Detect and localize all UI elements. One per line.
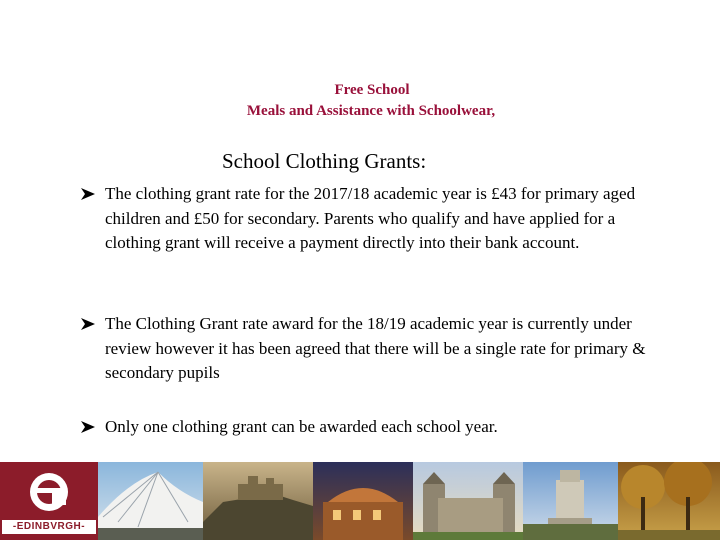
logo-text: -EDINBVRGH- <box>2 520 96 534</box>
edinburgh-logo <box>0 462 98 540</box>
arrow-bullet-icon <box>80 415 96 439</box>
title-line-1: Free School <box>334 82 410 98</box>
bullet-text: The clothing grant rate for the 2017/18 academic year is £43 for primary aged children and £50 for secondary. Parents who qualify and have applied for a clothing grant will receive a payment directly into their bank account. <box>105 184 636 252</box>
arrow-bullet-icon <box>80 312 96 336</box>
title-line-2: Meals and Assistance with Schoolwear, <box>246 103 496 119</box>
edinburgh-photo-strip <box>98 462 720 540</box>
bullet-text: Only one clothing grant can be awarded each school year. <box>105 417 498 436</box>
bullet-text: The Clothing Grant rate award for the 18/19 academic year is currently under review however it has been agreed that there will be a single rate for primary & secondary pupils <box>105 314 646 382</box>
slide-title <box>0 80 720 122</box>
arrow-bullet-icon <box>80 182 96 206</box>
section-heading: School Clothing Grants: <box>222 149 427 173</box>
footer-banner <box>0 462 720 540</box>
city-emblem-icon <box>0 462 98 520</box>
